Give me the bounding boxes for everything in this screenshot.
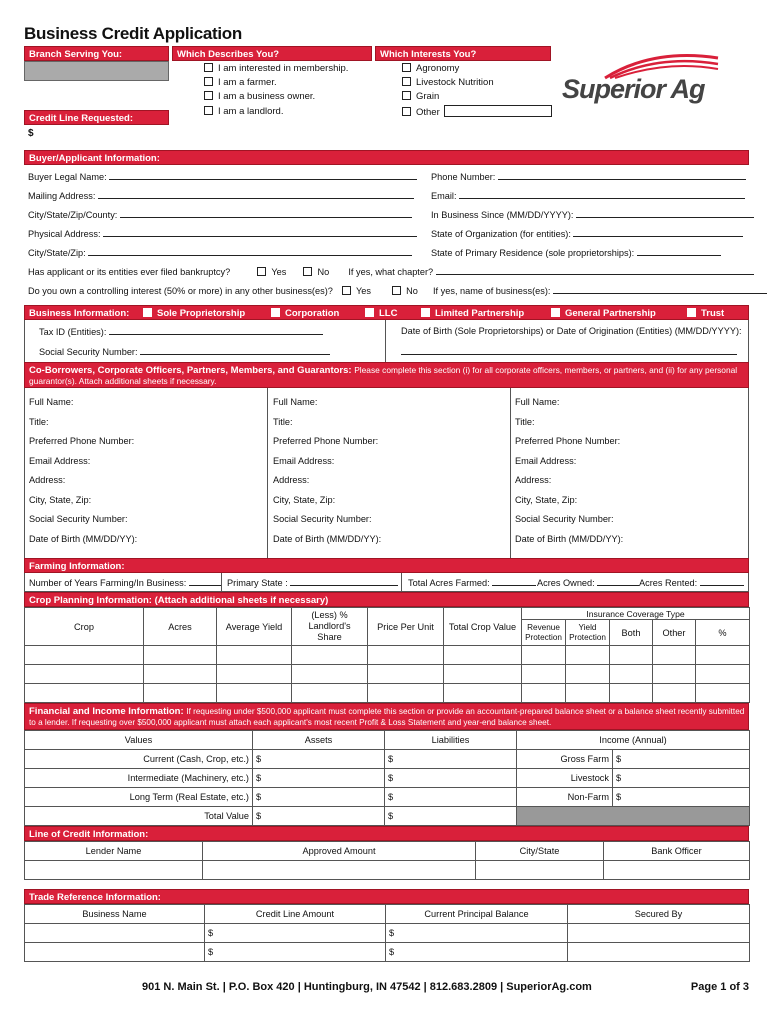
financial-cell xyxy=(517,750,613,769)
coborrower-field[interactable] xyxy=(273,533,384,544)
buyer-header: Buyer/Applicant Information: xyxy=(24,150,749,165)
coborrower-field-label: Email Address: xyxy=(29,455,91,466)
financial-cell xyxy=(25,807,253,826)
primary-state-field[interactable]: Primary State : xyxy=(227,577,398,588)
financial-cell xyxy=(25,769,253,788)
financial-cell[interactable] xyxy=(253,807,385,826)
trade-row xyxy=(25,924,750,943)
ins-col-revenue: Revenue Protection xyxy=(522,620,566,646)
coborrowers-section xyxy=(24,362,749,558)
crop-cell[interactable] xyxy=(610,646,653,665)
loc-section xyxy=(24,826,749,880)
crop-cell[interactable] xyxy=(217,646,292,665)
coborrower-field-label: Title: xyxy=(29,416,49,427)
business-header-label: Business Information: xyxy=(29,308,130,319)
bankruptcy-question: Has applicant or its entities ever filed bankruptcy? Yes No If yes, what chapter? xyxy=(28,266,754,277)
buyer-section xyxy=(24,150,749,305)
coborrower-field[interactable] xyxy=(273,474,312,485)
coborrower-field-label: Social Security Number: xyxy=(273,514,372,524)
crop-cell[interactable] xyxy=(217,665,292,684)
coborrower-field[interactable] xyxy=(273,513,374,524)
checkbox[interactable] xyxy=(204,77,213,86)
financial-cell[interactable] xyxy=(253,750,385,769)
coborrower-field[interactable] xyxy=(273,455,337,466)
fin-col-income: Income (Annual) xyxy=(517,731,750,750)
trade-cell[interactable] xyxy=(568,943,750,962)
buyer-legal-name-field[interactable]: Buyer Legal Name: xyxy=(28,171,417,182)
checkbox[interactable] xyxy=(365,308,374,317)
trade-row xyxy=(25,943,750,962)
describes-options xyxy=(204,62,348,119)
coborrower-field[interactable] xyxy=(515,494,580,505)
financial-cell xyxy=(517,769,613,788)
coborrower-field[interactable] xyxy=(515,396,562,407)
financial-table xyxy=(24,730,750,826)
crop-cell[interactable] xyxy=(653,665,696,684)
financial-cell-text: $ xyxy=(616,773,622,783)
crop-cell[interactable] xyxy=(522,665,566,684)
crop-cell[interactable] xyxy=(696,646,750,665)
ins-col-yield: Yield Protection xyxy=(566,620,610,646)
in-business-since-field[interactable]: In Business Since (MM/DD/YYYY): xyxy=(431,209,754,220)
interest-option-agronomy[interactable]: Agronomy xyxy=(402,62,552,76)
controlling-interest-question: Do you own a controlling interest (50% or more) in any other business(es)? Yes No If yes, name of business(es): xyxy=(28,285,767,296)
mailing-address-field[interactable]: Mailing Address: xyxy=(28,190,414,201)
financial-cell xyxy=(25,750,253,769)
financial-cell-text: $ xyxy=(256,792,262,802)
financial-note: If requesting under $500,000 applicant must complete this section or provide an accountant-prepared balance sheet or a balance sheet recently submitted to a lender. If requesting over $500,000 applicant must attach each applicant's most recent Profit & Loss Statement and year-end balance sheet. xyxy=(29,707,745,727)
coborrower-field-label: Preferred Phone Number: xyxy=(273,436,379,446)
crop-cell[interactable] xyxy=(368,646,444,665)
email-field[interactable]: Email: xyxy=(431,190,745,201)
crop-col-crop: Crop xyxy=(25,608,144,646)
interests-options xyxy=(402,62,552,120)
loc-cell[interactable] xyxy=(25,861,203,880)
coborrower-field[interactable] xyxy=(273,396,320,407)
coborrower-field[interactable] xyxy=(515,455,579,466)
checkbox[interactable] xyxy=(204,106,213,115)
financial-cell xyxy=(517,788,613,807)
insurance-coverage-header: Insurance Coverage Type xyxy=(522,608,750,620)
crop-col-acres: Acres xyxy=(144,608,217,646)
bankruptcy-yes-checkbox[interactable] xyxy=(257,267,266,276)
crop-cell[interactable] xyxy=(696,684,750,703)
crop-cell[interactable] xyxy=(566,684,610,703)
interest-yes-checkbox[interactable] xyxy=(342,286,351,295)
farming-header: Farming Information: xyxy=(24,558,749,573)
crop-col-total-value: Total Crop Value xyxy=(444,608,522,646)
credit-line-header xyxy=(24,110,169,125)
financial-cell[interactable] xyxy=(253,769,385,788)
branch-input[interactable] xyxy=(24,61,169,81)
fin-col-assets: Assets xyxy=(253,731,385,750)
coborrower-field-label: City, State, Zip: xyxy=(273,494,336,505)
farming-fields xyxy=(24,573,749,592)
crop-cell[interactable] xyxy=(610,665,653,684)
type-limited-partnership[interactable]: Limited Partnership xyxy=(421,306,551,319)
top-section xyxy=(24,46,749,139)
financial-cell[interactable] xyxy=(385,807,517,826)
checkbox[interactable] xyxy=(143,308,152,317)
coborrower-field-label: Title: xyxy=(273,416,293,427)
coborrowers-title: Co-Borrowers, Corporate Officers, Partners, Members, and Guarantors: xyxy=(29,365,352,376)
describes-option-landlord[interactable]: I am a landlord. xyxy=(204,105,348,119)
coborrower-field[interactable] xyxy=(29,513,130,524)
coborrower-field-label: Email Address: xyxy=(273,455,335,466)
coborrower-field-label: Full Name: xyxy=(515,397,560,407)
coborrower-field[interactable] xyxy=(29,416,51,427)
trade-col-balance: Current Principal Balance xyxy=(386,905,568,924)
describes-label: Which Describes You? xyxy=(177,49,280,60)
crop-cell[interactable] xyxy=(25,665,144,684)
describes-option-business-owner[interactable]: I am a business owner. xyxy=(204,90,348,104)
coborrower-field[interactable] xyxy=(515,416,537,427)
crop-cell[interactable] xyxy=(144,665,217,684)
financial-cell[interactable] xyxy=(385,769,517,788)
financial-title: Financial and Income Information: xyxy=(29,706,184,717)
trade-col-business: Business Name xyxy=(25,905,205,924)
checkbox[interactable] xyxy=(271,308,280,317)
coborrower-field[interactable] xyxy=(29,494,94,505)
checkbox[interactable] xyxy=(402,107,411,116)
branch-header xyxy=(24,46,169,61)
crop-col-average-yield: Average Yield xyxy=(217,608,292,646)
coborrower-field[interactable] xyxy=(273,435,381,446)
crop-cell[interactable] xyxy=(25,646,144,665)
financial-cell-text: Livestock xyxy=(570,773,609,783)
coborrower-field[interactable] xyxy=(29,396,76,407)
crop-col-price-per-unit: Price Per Unit xyxy=(368,608,444,646)
type-trust[interactable]: Trust xyxy=(687,306,747,319)
other-interest-input[interactable] xyxy=(444,105,552,117)
buyer-fields xyxy=(24,165,749,305)
financial-row xyxy=(25,788,750,807)
financial-row xyxy=(25,769,750,788)
acres-owned-field[interactable]: Acres Owned: xyxy=(537,577,639,588)
business-header xyxy=(24,305,749,320)
credit-line-input[interactable] xyxy=(24,128,169,143)
loc-header: Line of Credit Information: xyxy=(24,826,749,841)
crop-row xyxy=(25,665,750,684)
crop-col-landlord-share: (Less) % Landlord's Share xyxy=(292,608,368,646)
acres-rented-field[interactable]: Acres Rented: xyxy=(639,577,744,588)
trade-table xyxy=(24,904,750,962)
coborrower-field-label: Date of Birth (MM/DD/YY): xyxy=(515,533,624,544)
financial-row xyxy=(25,750,750,769)
describes-option-farmer[interactable]: I am a farmer. xyxy=(204,76,348,90)
loc-row xyxy=(25,861,750,880)
interests-header xyxy=(375,46,551,61)
ssn-field[interactable]: Social Security Number: xyxy=(39,346,330,357)
financial-cell-text: Total Value xyxy=(204,811,249,821)
coborrower-field-label: Social Security Number: xyxy=(515,514,614,524)
crop-cell[interactable] xyxy=(522,646,566,665)
coborrower-field-label: Preferred Phone Number: xyxy=(515,436,621,446)
financial-cell[interactable] xyxy=(253,788,385,807)
coborrower-field-label: Social Security Number: xyxy=(29,514,128,524)
checkbox[interactable] xyxy=(204,91,213,100)
loc-col-approved: Approved Amount xyxy=(203,842,476,861)
financial-cell-text: $ xyxy=(388,773,394,783)
financial-cell-text: Gross Farm xyxy=(560,754,609,764)
crop-cell[interactable] xyxy=(566,665,610,684)
coborrower-field-label: Preferred Phone Number: xyxy=(29,436,135,446)
financial-cell-text: Intermediate (Machinery, etc.) xyxy=(127,773,249,783)
total-acres-farmed-field[interactable]: Total Acres Farmed: xyxy=(408,577,536,588)
financial-section xyxy=(24,703,749,826)
crop-cell[interactable] xyxy=(292,684,368,703)
city-state-zip-field[interactable]: City/State/Zip: xyxy=(28,247,412,258)
crop-cell[interactable] xyxy=(292,665,368,684)
interest-no-checkbox[interactable] xyxy=(392,286,401,295)
crop-row xyxy=(25,646,750,665)
type-llc[interactable]: LLC xyxy=(365,306,421,319)
crop-cell[interactable] xyxy=(566,646,610,665)
coborrower-field-label: City, State, Zip: xyxy=(29,494,92,505)
crop-cell[interactable] xyxy=(292,646,368,665)
fin-col-values: Values xyxy=(25,731,253,750)
crop-cell[interactable] xyxy=(444,684,522,703)
branch-label: Branch Serving You: xyxy=(29,49,123,60)
checkbox[interactable] xyxy=(204,63,213,72)
type-general-partnership[interactable]: General Partnership xyxy=(551,306,687,319)
bankruptcy-no-checkbox[interactable] xyxy=(303,267,312,276)
trade-cell[interactable] xyxy=(568,924,750,943)
ins-col-other: Other xyxy=(653,620,696,646)
crop-header: Crop Planning Information: (Attach additional sheets if necessary) xyxy=(24,592,749,607)
trade-header: Trade Reference Information: xyxy=(24,889,749,904)
coborrower-field[interactable] xyxy=(515,533,626,544)
checkbox[interactable] xyxy=(687,308,696,317)
crop-cell[interactable] xyxy=(444,646,522,665)
type-sole-proprietorship[interactable]: Sole Proprietorship xyxy=(143,306,271,319)
trade-col-credit-line: Credit Line Amount xyxy=(205,905,386,924)
business-section xyxy=(24,305,749,362)
credit-line-dollar: $ xyxy=(28,128,34,139)
financial-cell xyxy=(517,807,750,826)
financial-cell[interactable] xyxy=(385,788,517,807)
coborrower-field-label: City, State, Zip: xyxy=(515,494,578,505)
crop-cell[interactable] xyxy=(653,684,696,703)
city-state-zip-county-field[interactable]: City/State/Zip/County: xyxy=(28,209,412,220)
farming-section xyxy=(24,558,749,592)
financial-cell-text: $ xyxy=(388,792,394,802)
state-of-organization-field[interactable]: State of Organization (for entities): xyxy=(431,228,743,239)
financial-cell-text: $ xyxy=(388,754,394,764)
loc-col-lender: Lender Name xyxy=(25,842,203,861)
describes-header xyxy=(172,46,372,61)
checkbox[interactable] xyxy=(551,308,560,317)
trade-cell[interactable]: $ xyxy=(386,943,568,962)
trade-cell[interactable]: $ xyxy=(205,943,386,962)
coborrower-field-label: Address: xyxy=(29,475,66,485)
coborrowers-header xyxy=(24,362,749,388)
dob-origination-label: Date of Birth (Sole Proprietorships) or Date of Origination (Entities) (MM/DD/YYYY): xyxy=(401,326,742,336)
loc-cell[interactable] xyxy=(604,861,750,880)
financial-cell-text: Current (Cash, Crop, etc.) xyxy=(143,754,249,764)
loc-table xyxy=(24,841,750,880)
tax-id-field[interactable]: Tax ID (Entities): xyxy=(39,326,323,337)
crop-cell[interactable] xyxy=(610,684,653,703)
trade-section xyxy=(24,889,749,962)
crop-cell[interactable] xyxy=(144,646,217,665)
financial-cell-text: $ xyxy=(256,773,262,783)
coborrower-field-label: Date of Birth (MM/DD/YY): xyxy=(29,533,138,544)
coborrower-field[interactable] xyxy=(29,474,68,485)
business-fields xyxy=(24,320,749,362)
coborrower-field-label: Title: xyxy=(515,416,535,427)
superior-ag-logo xyxy=(562,48,752,128)
years-farming-field[interactable]: Number of Years Farming/In Business: xyxy=(29,577,221,588)
crop-cell[interactable] xyxy=(653,646,696,665)
financial-cell-text: Long Term (Real Estate, etc.) xyxy=(129,792,249,802)
crop-cell[interactable] xyxy=(522,684,566,703)
interest-option-livestock[interactable]: Livestock Nutrition xyxy=(402,76,552,90)
checkbox[interactable] xyxy=(402,63,411,72)
trade-cell[interactable] xyxy=(25,924,205,943)
financial-row xyxy=(25,807,750,826)
financial-cell-text: $ xyxy=(388,811,394,821)
dob-origination-input[interactable] xyxy=(401,346,737,357)
page-title: Business Credit Application xyxy=(24,24,242,43)
financial-cell-text: $ xyxy=(256,811,262,821)
trade-col-secured-by: Secured By xyxy=(568,905,750,924)
bankruptcy-chapter-input[interactable] xyxy=(436,266,754,275)
coborrower-field-label: Full Name: xyxy=(273,397,318,407)
loc-cell[interactable] xyxy=(476,861,604,880)
physical-address-field[interactable]: Physical Address: xyxy=(28,228,417,239)
page-number: Page 1 of 3 xyxy=(690,981,749,993)
fin-col-liabilities: Liabilities xyxy=(385,731,517,750)
ins-col-percent: % xyxy=(696,620,750,646)
checkbox[interactable] xyxy=(421,308,430,317)
crop-cell[interactable] xyxy=(25,684,144,703)
coborrower-field[interactable] xyxy=(515,474,554,485)
interest-option-grain[interactable]: Grain xyxy=(402,90,552,104)
financial-cell-text: $ xyxy=(616,754,622,764)
trade-cell[interactable]: $ xyxy=(386,924,568,943)
business-names-input[interactable] xyxy=(553,285,767,294)
checkbox[interactable] xyxy=(402,91,411,100)
coborrower-field-label: Address: xyxy=(273,475,310,485)
application-page xyxy=(24,24,749,993)
loc-col-city-state: City/State xyxy=(476,842,604,861)
financial-cell[interactable] xyxy=(613,788,750,807)
trade-cell[interactable]: $ xyxy=(205,924,386,943)
ins-col-both: Both xyxy=(610,620,653,646)
financial-header xyxy=(24,703,749,730)
coborrower-field[interactable] xyxy=(29,455,93,466)
financial-cell-text: Non-Farm xyxy=(567,792,609,802)
coborrowers-note: Please complete this section (i) for all corporate officers, members, or partners, and (ii) for any personal guarantor(s). Attach additional sheets if necessary. xyxy=(29,365,738,386)
interest-option-other[interactable]: Other xyxy=(402,105,552,120)
crop-cell[interactable] xyxy=(368,684,444,703)
footer-address: 901 N. Main St. | P.O. Box 420 | Huntingburg, IN 47542 | 812.683.2809 | SuperiorAg.com xyxy=(142,981,592,993)
crop-table xyxy=(24,607,750,703)
loc-col-bank-officer: Bank Officer xyxy=(604,842,750,861)
type-corporation[interactable]: Corporation xyxy=(271,306,365,319)
financial-cell-text: $ xyxy=(256,754,262,764)
financial-cell[interactable] xyxy=(385,750,517,769)
state-of-primary-residence-field[interactable]: State of Primary Residence (sole proprietorships): xyxy=(431,247,721,258)
coborrower-field[interactable] xyxy=(515,435,623,446)
logo-wordmark: Superior Ag xyxy=(562,74,705,104)
coborrower-field-label: Address: xyxy=(515,475,552,485)
financial-cell-text: $ xyxy=(616,792,622,802)
crop-cell[interactable] xyxy=(444,665,522,684)
financial-cell[interactable] xyxy=(613,750,750,769)
crop-row xyxy=(25,684,750,703)
interests-label: Which Interests You? xyxy=(380,49,477,60)
checkbox[interactable] xyxy=(402,77,411,86)
loc-cell[interactable] xyxy=(203,861,476,880)
coborrowers-columns xyxy=(24,388,749,558)
financial-cell xyxy=(25,788,253,807)
coborrower-field[interactable] xyxy=(515,513,616,524)
coborrower-field[interactable] xyxy=(29,533,140,544)
crop-cell[interactable] xyxy=(217,684,292,703)
coborrower-field[interactable] xyxy=(29,435,137,446)
crop-cell[interactable] xyxy=(144,684,217,703)
trade-cell[interactable] xyxy=(25,943,205,962)
phone-number-field[interactable]: Phone Number: xyxy=(431,171,746,182)
coborrower-field[interactable] xyxy=(273,416,295,427)
coborrower-field-label: Full Name: xyxy=(29,397,74,407)
credit-line-label: Credit Line Requested: xyxy=(29,113,133,124)
coborrower-field[interactable] xyxy=(273,494,338,505)
financial-cell[interactable] xyxy=(613,769,750,788)
describes-option-membership[interactable]: I am interested in membership. xyxy=(204,62,348,76)
crop-cell[interactable] xyxy=(368,665,444,684)
crop-cell[interactable] xyxy=(696,665,750,684)
coborrower-field-label: Email Address: xyxy=(515,455,577,466)
crop-section xyxy=(24,592,749,703)
coborrower-field-label: Date of Birth (MM/DD/YY): xyxy=(273,533,382,544)
